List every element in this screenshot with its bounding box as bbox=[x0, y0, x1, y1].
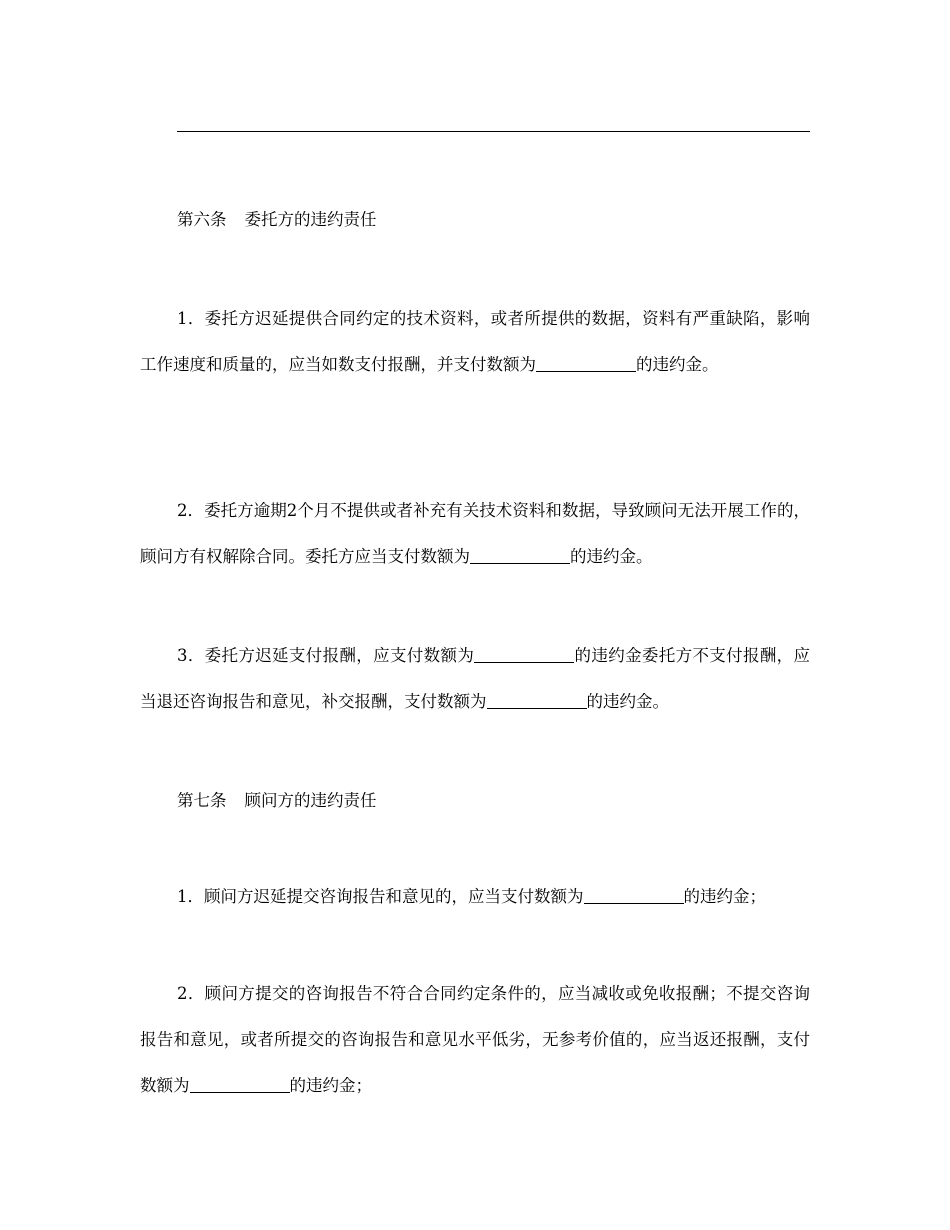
article-6-title: 委托方的违约责任 bbox=[244, 210, 377, 229]
article-6-clause-1 bbox=[140, 296, 810, 388]
clause-text: 1．顾问方迟延提交咨询报告和意见的，应当支付数额为 bbox=[177, 887, 584, 906]
article-6-heading bbox=[177, 208, 377, 232]
clause-text: 1．委托方迟延提供合同约定的技术资料，或者所提供的数据，资料有严重缺陷，影响工作速度和质量的，应当如数支付报酬，并支付数额为 bbox=[140, 309, 810, 374]
article-7-clause-2 bbox=[140, 971, 810, 1109]
article-7-clause-1 bbox=[140, 874, 810, 920]
article-7-heading bbox=[177, 789, 377, 813]
clause-text: 的违约金； bbox=[683, 887, 766, 906]
fill-in-blank[interactable] bbox=[487, 692, 587, 710]
clause-text: 的违约金。 bbox=[636, 355, 719, 374]
clause-text: 的违约金； bbox=[289, 1076, 372, 1095]
fill-in-blank[interactable] bbox=[190, 1076, 290, 1094]
fill-in-blank[interactable] bbox=[470, 547, 570, 565]
fill-in-blank[interactable] bbox=[536, 355, 636, 373]
article-6-clause-3 bbox=[140, 633, 810, 725]
clause-text: 的违约金委托方不支付报酬，应当退还咨询报告和意见，补交报酬，支付数额为 bbox=[140, 646, 810, 711]
clause-text: 2．委托方逾期2个月不提供或者补充有关技术资料和数据，导致顾问无法开展工作的，顾问方有权解除合同。委托方应当支付数额为 bbox=[140, 501, 810, 566]
fill-in-blank[interactable] bbox=[474, 646, 574, 664]
header-rule bbox=[177, 131, 810, 132]
fill-in-blank[interactable] bbox=[584, 887, 684, 905]
article-6-number: 第六条 bbox=[177, 210, 227, 229]
clause-text: 3．委托方迟延支付报酬，应支付数额为 bbox=[177, 646, 475, 665]
article-6-clause-2 bbox=[140, 488, 810, 580]
clause-text: 2．顾问方提交的咨询报告不符合合同约定条件的，应当减收或免收报酬；不提交咨询报告和意见，或者所提交的咨询报告和意见水平低劣，无参考价值的，应当返还报酬，支付数额为 bbox=[140, 984, 810, 1095]
article-7-title: 顾问方的违约责任 bbox=[244, 791, 377, 810]
article-7-number: 第七条 bbox=[177, 791, 227, 810]
clause-text: 的违约金。 bbox=[570, 547, 653, 566]
clause-text: 的违约金。 bbox=[586, 692, 669, 711]
